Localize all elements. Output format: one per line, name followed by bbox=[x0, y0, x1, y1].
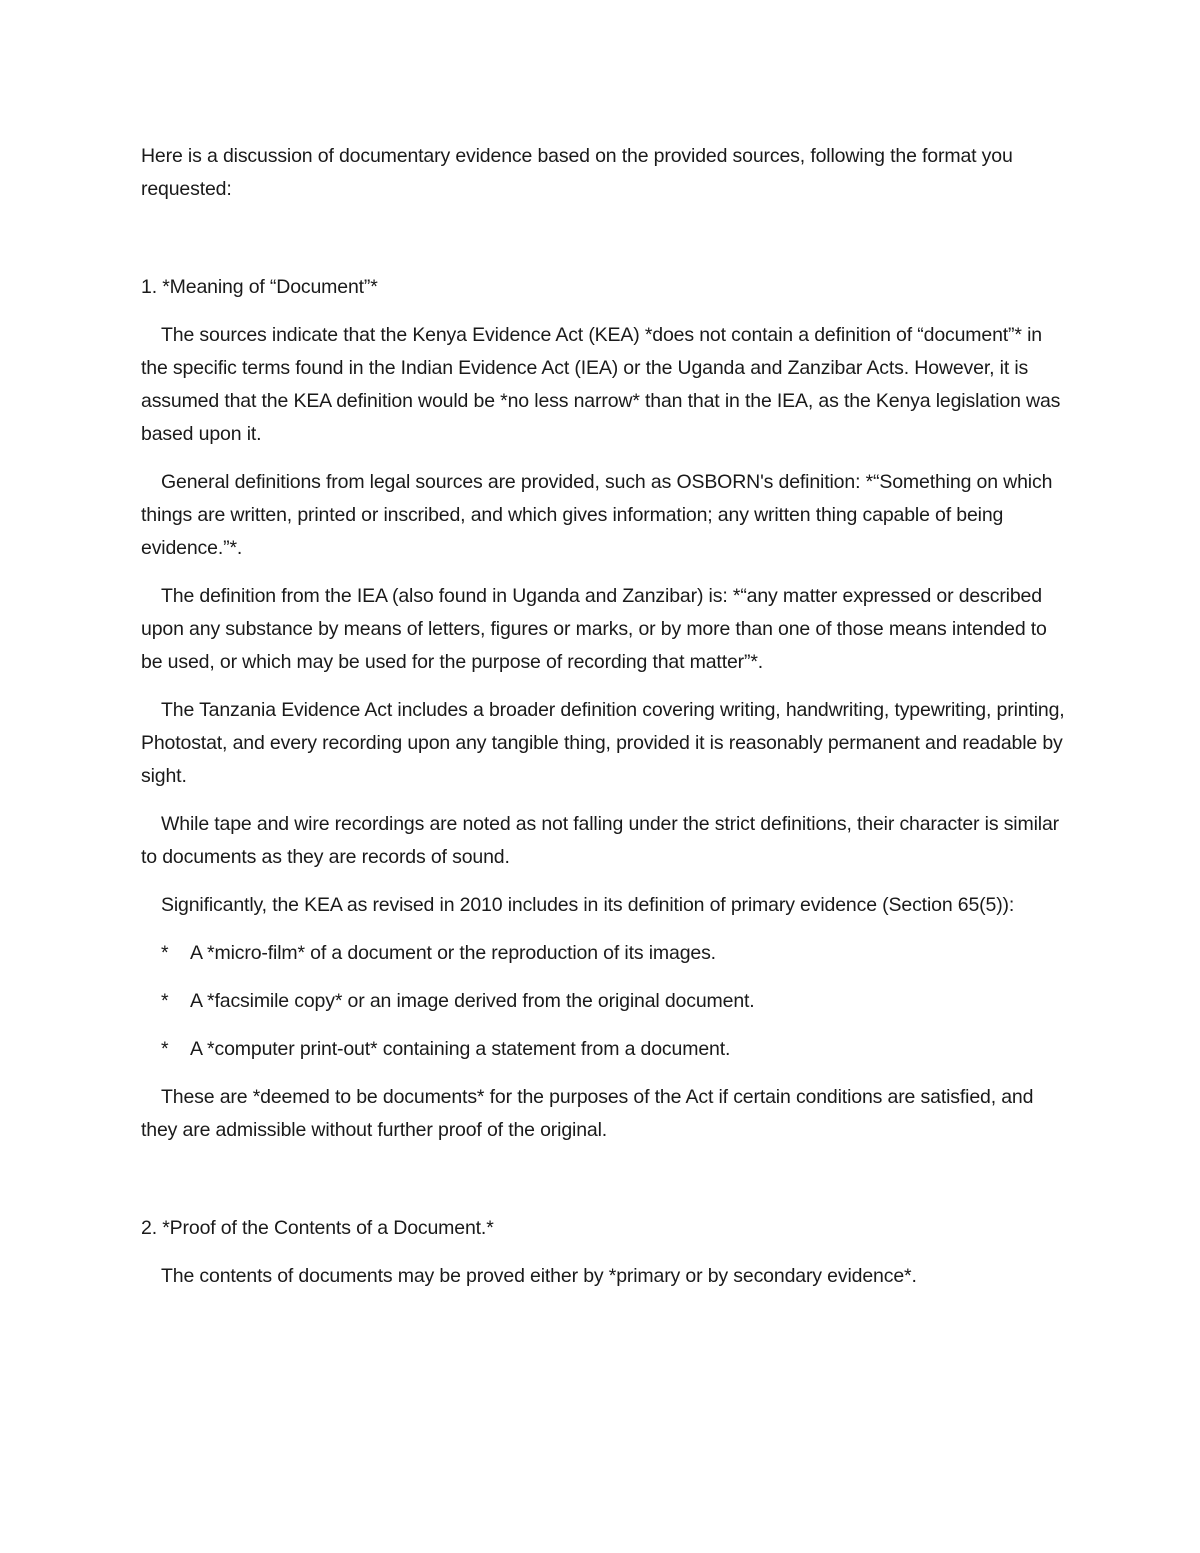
section-1-closing-paragraph: These are *deemed to be documents* for the purposes of the Act if certain conditions are satisfied, and they are admissible without further proof of the original. bbox=[141, 1086, 1034, 1141]
section-1-heading: 1. *Meaning of “Document”* bbox=[141, 276, 378, 298]
document-body bbox=[141, 140, 1066, 1308]
intro-paragraph: Here is a discussion of documentary evidence based on the provided sources, following the format you requested: bbox=[141, 145, 1013, 200]
section-1-paragraph-3: The definition from the IEA (also found in Uganda and Zanzibar) is: *“any matter expressed or described upon any substance by means of letters, figures or marks, or by more than one of those means intended to be used, or which may be used for the purpose of recording that matter”*. bbox=[141, 585, 1047, 673]
section-1-paragraph-4: The Tanzania Evidence Act includes a broader definition covering writing, handwriting, typewriting, printing, Photostat, and every recording upon any tangible thing, provided it is reasonably permanent and readable by sight. bbox=[141, 699, 1065, 787]
section-1-paragraph-6: Significantly, the KEA as revised in 2010 includes in its definition of primary evidence (Section 65(5)): bbox=[161, 894, 1015, 916]
section-1-paragraph-1: The sources indicate that the Kenya Evidence Act (KEA) *does not contain a definition of “document”* in the specific terms found in the Indian Evidence Act (IEA) or the Uganda and Zanzibar Acts. However, it is assumed that the KEA definition would be *no less narrow* than that in the IEA, as the Kenya legislation was based upon it. bbox=[141, 324, 1061, 445]
bullet-text: A *micro-film* of a document or the reproduction of its images. bbox=[190, 942, 716, 964]
bullet-item-facsimile bbox=[141, 985, 1066, 1018]
section-2-heading: 2. *Proof of the Contents of a Document.* bbox=[141, 1217, 494, 1239]
bullet-text: A *facsimile copy* or an image derived from the original document. bbox=[190, 990, 755, 1012]
bullet-marker: * bbox=[161, 990, 169, 1012]
section-1-paragraph-5: While tape and wire recordings are noted as not falling under the strict definitions, their character is similar to documents as they are records of sound. bbox=[141, 813, 1059, 868]
bullet-marker: * bbox=[161, 942, 169, 964]
bullet-item-computer-printout bbox=[141, 1033, 1066, 1066]
section-2-paragraph-1: The contents of documents may be proved either by *primary or by secondary evidence*. bbox=[161, 1265, 917, 1287]
section-1-paragraph-2: General definitions from legal sources are provided, such as OSBORN's definition: *“Something on which things are written, printed or inscribed, and which gives information; any written thing capable of being evidence.”*. bbox=[141, 471, 1053, 559]
bullet-item-microfilm bbox=[141, 937, 1066, 970]
bullet-marker: * bbox=[161, 1038, 169, 1060]
bullet-text: A *computer print-out* containing a statement from a document. bbox=[190, 1038, 731, 1060]
